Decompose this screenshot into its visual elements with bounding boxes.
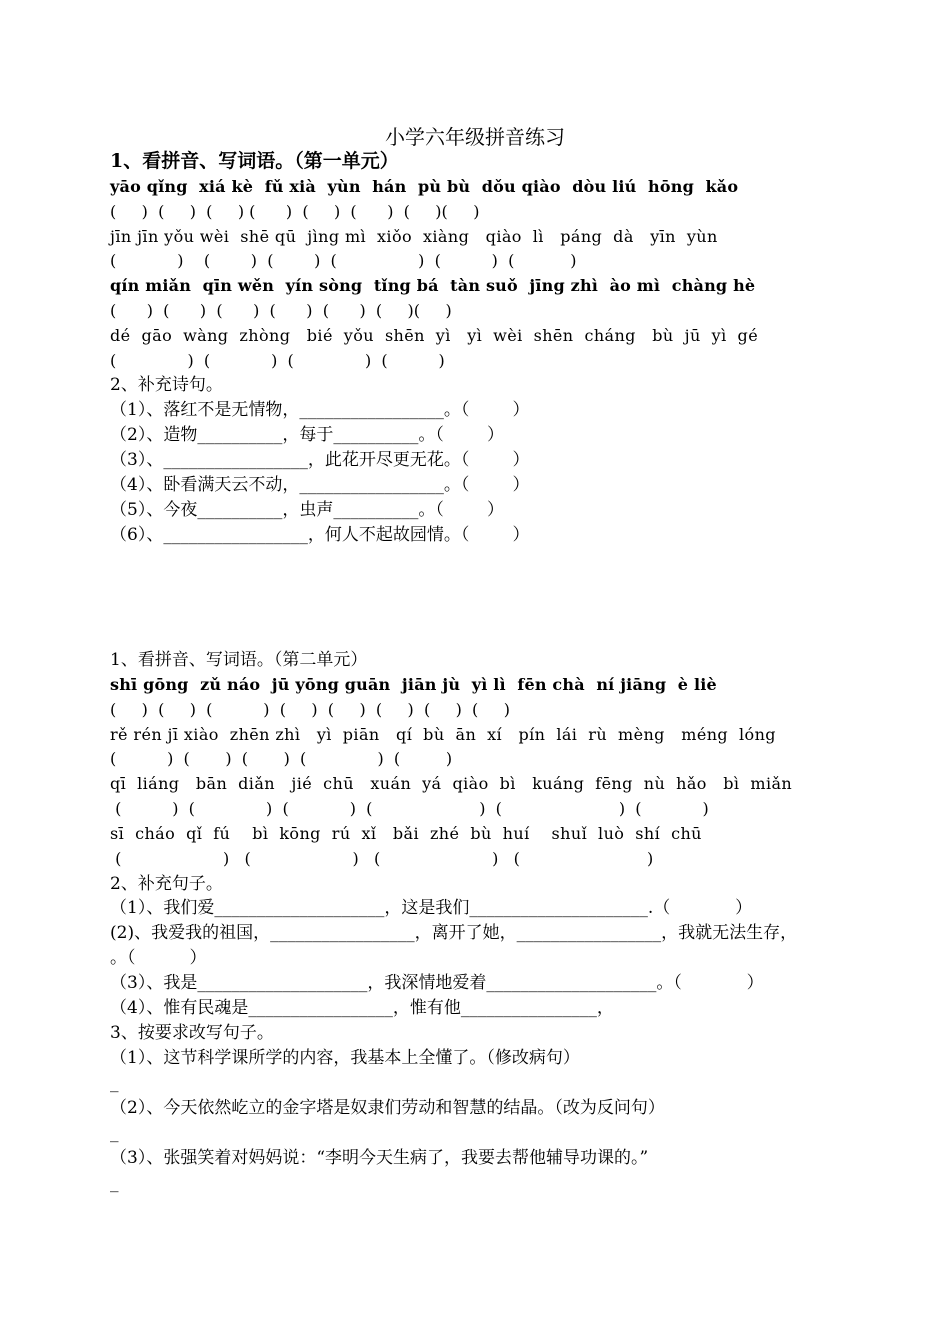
unit2-pinyin-row: qī liáng bān diǎn jié chū xuán yá qiào bì kuáng fēng nù hǎo bì miǎn <box>110 774 793 793</box>
unit1-answer-row: ( ) ( ) ( ) ( ) ( ) ( ) <box>110 251 577 270</box>
unit1-pinyin-row: yāo qǐng xiá kè fǔ xià yùn hán pù bù dǒu qiào dòu liú hōng kǎo <box>110 177 739 196</box>
sentence-item: （3）、我是____________________，我深情地爱着____________________。（ ） <box>110 973 764 993</box>
answer-line: _ <box>110 1073 119 1093</box>
poem-item: （1）、落红不是无情物，_________________。（ ） <box>110 400 530 420</box>
poem-item: （5）、今夜__________，虫声__________。（ ） <box>110 500 505 520</box>
sentence-item-continued: 。（ ） <box>110 948 207 968</box>
unit1-pinyin-row: qín miǎn qīn wěn yín sòng tǐng bá tàn suǒ jīng zhì ào mì chàng hè <box>110 276 756 295</box>
unit2-pinyin-row: rě rén jī xiào zhēn zhì yì piān qí bù ān xí pín lái rù mèng méng lóng <box>110 725 776 744</box>
rewrite-item: （2）、今天依然屹立的金字塔是奴隶们劳动和智慧的结晶。（改为反问句） <box>110 1098 665 1118</box>
poem-item: （6）、_________________，何人不起故园情。（ ） <box>110 525 530 545</box>
unit1-pinyin-row: dé gāo wàng zhòng bié yǒu shēn yì yì wèi shēn cháng bù jū yì gé <box>110 326 759 345</box>
unit2-answer-row: ( ) ( ) ( ) ( ) ( ) <box>110 749 453 768</box>
sentence-item: （1）、我们爱____________________，这是我们_____________________.（ ） <box>110 898 753 918</box>
poem-item: （4）、卧看满天云不动，_________________。（ ） <box>110 475 530 495</box>
unit2-answer-row: ( ) ( ) ( ) ( ) ( ) ( ) <box>110 799 709 818</box>
poem-section-heading: 2、补充诗句。 <box>110 375 223 395</box>
unit2-answer-row: ( ) ( ) ( ) ( ) <box>110 849 654 868</box>
answer-line: _ <box>110 1173 119 1193</box>
unit1-answer-row: ( ) ( ) ( ) ( ) ( ) ( ) ( )( ) <box>110 202 480 221</box>
sentence-item: (2)、我爱我的祖国，_________________，离开了她，_________________，我就无法生存， <box>110 923 798 943</box>
page-title: 小学六年级拼音练习 <box>385 125 565 149</box>
unit2-pinyin-row: sī cháo qǐ fú bì kōng rú xǐ bǎi zhé bù huí shuǐ luò shí chū <box>110 824 702 843</box>
unit1-pinyin-row: jīn jīn yǒu wèi shē qū jìng mì xiǒo xiàng qiào lì páng dà yīn yùn <box>110 227 718 246</box>
unit2-heading: 1、看拼音、写词语。（第二单元） <box>110 650 368 670</box>
rewrite-item: （1）、这节科学课所学的内容，我基本上全懂了。（修改病句） <box>110 1048 580 1068</box>
sentence-item: （4）、惟有民魂是_________________，惟有他________________， <box>110 998 614 1018</box>
unit1-answer-row: ( ) ( ) ( ) ( ) ( ) ( )( ) <box>110 301 452 320</box>
unit1-answer-row: ( ) ( ) ( ) ( ) <box>110 351 445 370</box>
poem-item: （2）、造物__________，每于__________。（ ） <box>110 425 505 445</box>
sentence-section-heading: 2、补充句子。 <box>110 874 223 894</box>
unit2-answer-row: ( ) ( ) ( ) ( ) ( ) ( ) ( ) ( ) <box>110 700 510 719</box>
answer-line: _ <box>110 1123 119 1143</box>
unit1-heading: 1、看拼音、写词语。（第一单元） <box>110 150 399 172</box>
unit2-pinyin-row: shī gōng zǔ náo jū yōng guān jiān jù yì lì fēn chà ní jiāng è liè <box>110 675 717 694</box>
rewrite-section-heading: 3、按要求改写句子。 <box>110 1023 274 1043</box>
rewrite-item: （3）、张强笑着对妈妈说：“李明今天生病了，我要去帮他辅导功课的。” <box>110 1148 649 1168</box>
poem-item: （3）、_________________，此花开尽更无花。（ ） <box>110 450 530 470</box>
